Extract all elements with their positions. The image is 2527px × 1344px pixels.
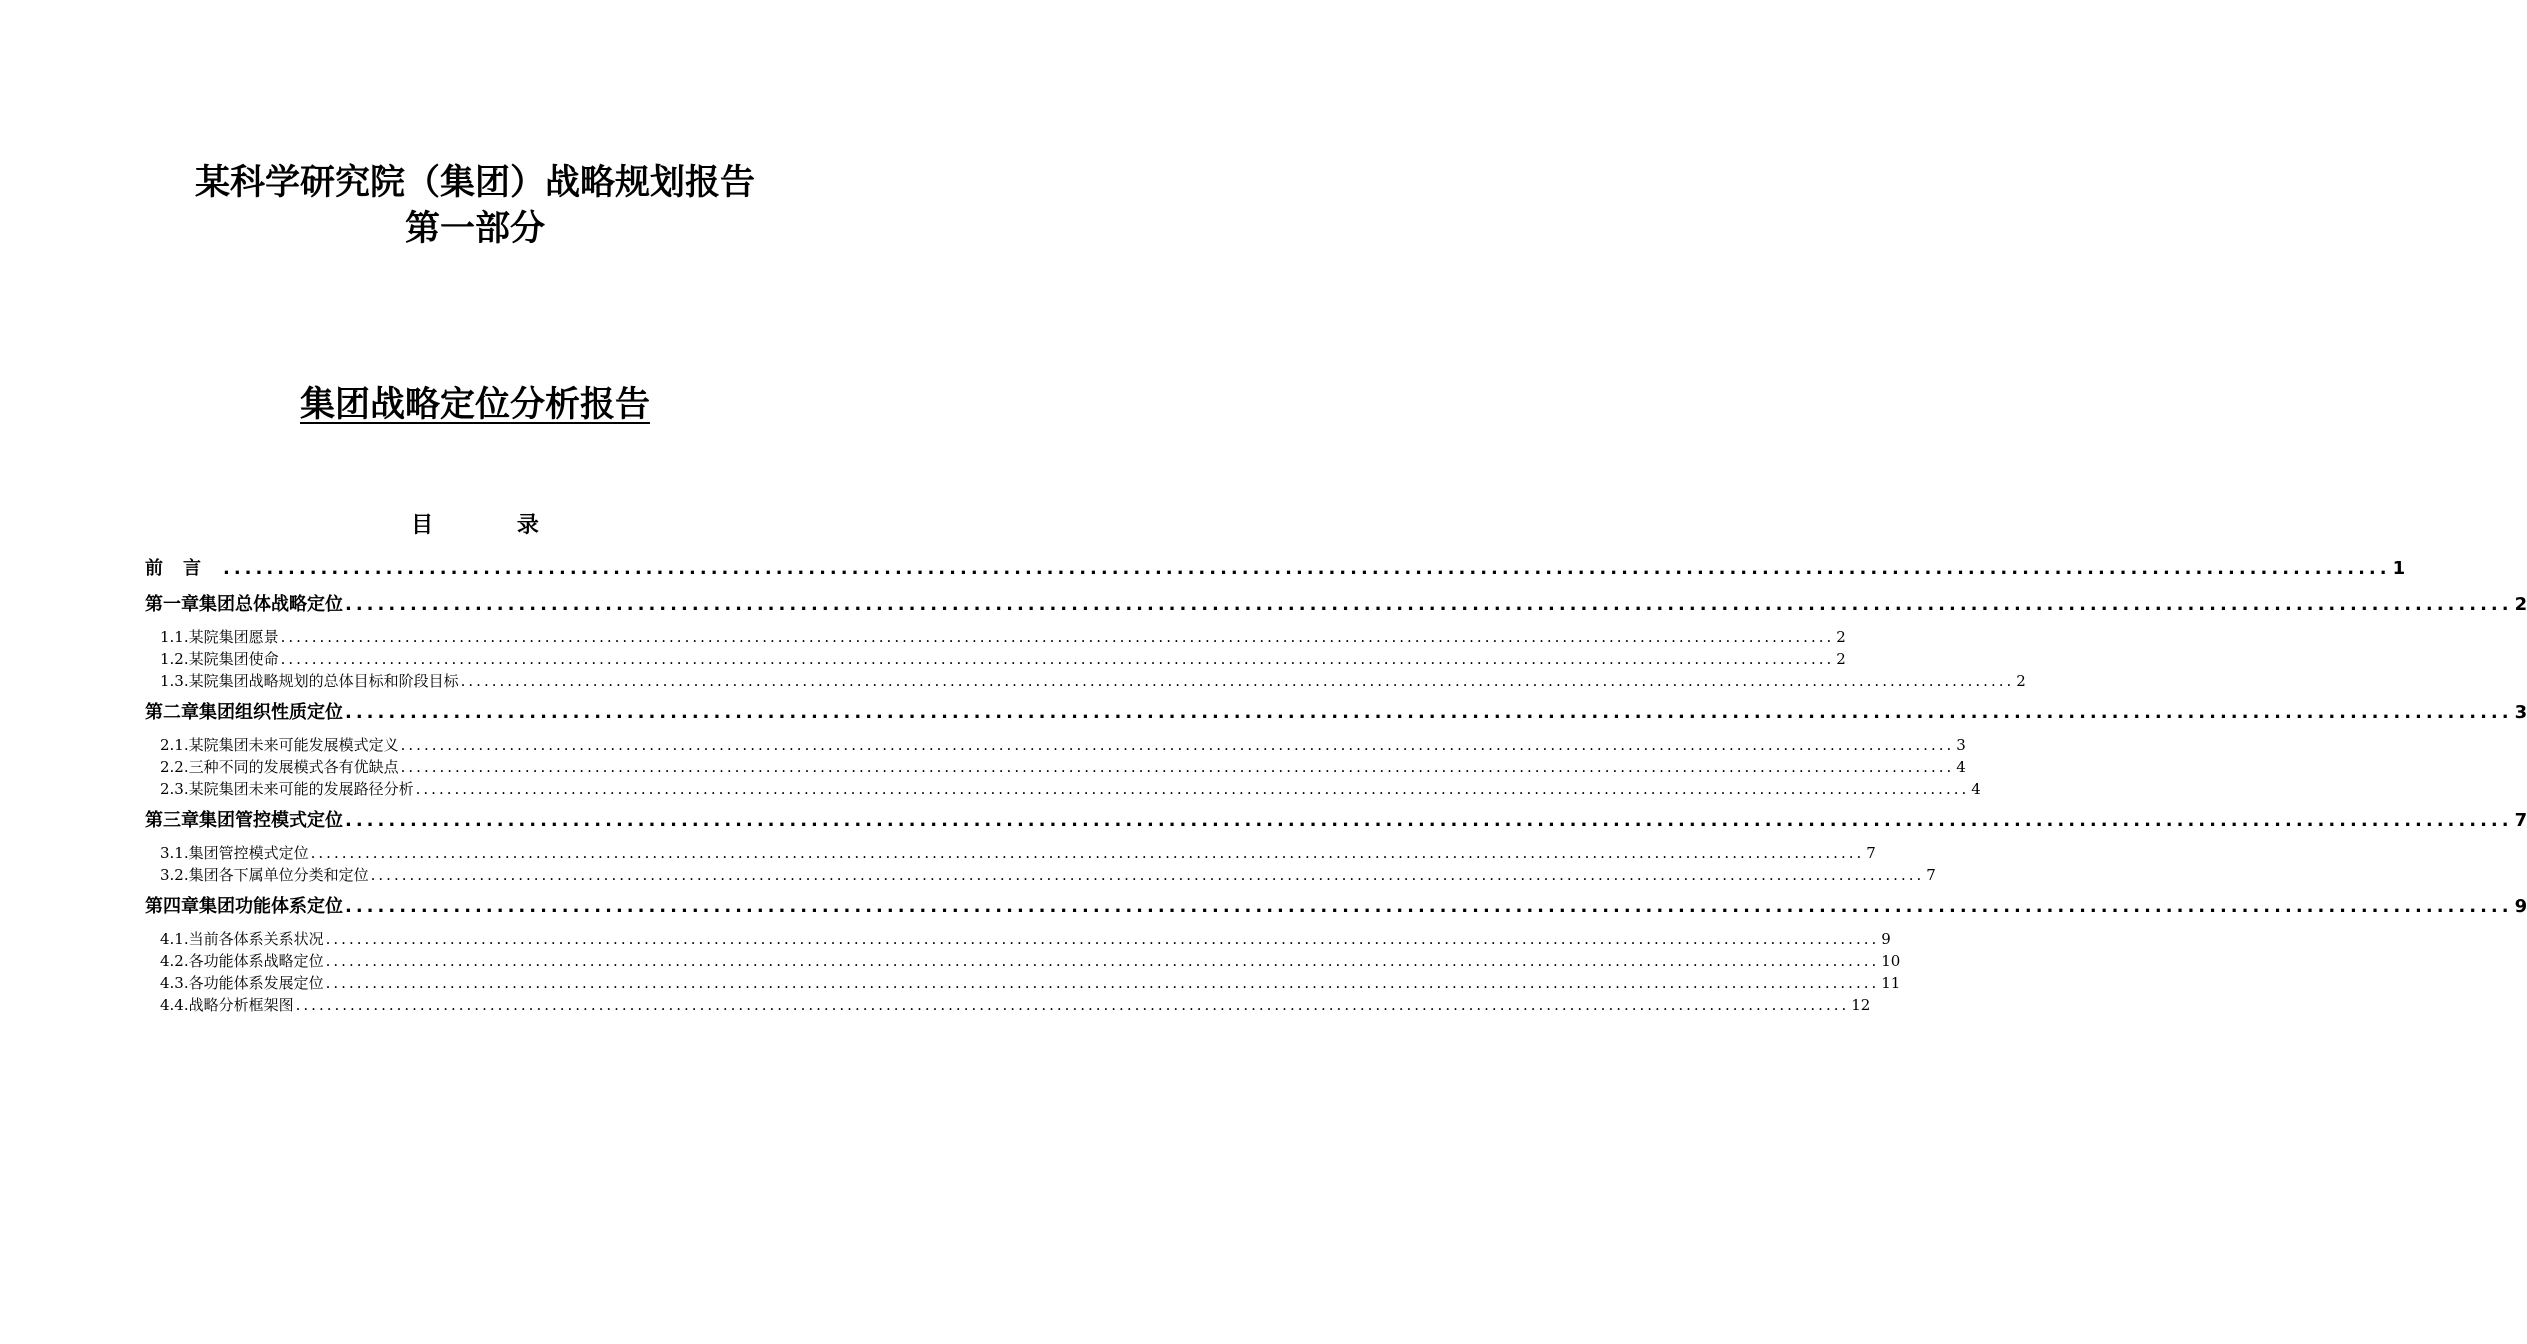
toc-entry-page: 11 (1881, 974, 1901, 992)
toc-entry-page: 3 (2514, 702, 2527, 723)
toc-entry-number: 4.2. (160, 952, 189, 970)
toc-leader-dots: ........................................................................................................................................................................................................ (223, 558, 2391, 579)
table-of-contents (145, 550, 2527, 1020)
toc-entry-page: 2 (1836, 650, 1846, 668)
toc-entry-page: 12 (1851, 996, 1871, 1014)
toc-entry-label: 某院集团愿景 (188, 628, 279, 646)
toc-entry-label: 集团组织性质定位 (199, 702, 343, 723)
toc-entry-page: 9 (2514, 896, 2527, 917)
toc-entry-page: 7 (2514, 810, 2527, 831)
toc-leader-dots: ........................................................................................................................................................................................................ (400, 736, 1955, 754)
toc-entry-number: 3.2. (160, 866, 189, 884)
document-subtitle (0, 380, 950, 430)
document-title-line1: 某科学研究院（集团）战略规划报告 (194, 163, 755, 203)
toc-entry-page: 2 (1836, 628, 1846, 646)
toc-entry-page: 4 (1956, 758, 1966, 776)
toc-leader-dots: ........................................................................................................................................................................................................ (310, 844, 1865, 862)
toc-entry-label: 各功能体系战略定位 (188, 952, 324, 970)
toc-entry-number: 4.1. (160, 930, 189, 948)
toc-entry-page: 9 (1881, 930, 1891, 948)
toc-entry-number: 2.2. (160, 758, 189, 776)
toc-leader-dots: ........................................................................................................................................................................................................ (345, 896, 2513, 917)
toc-entry-page: 3 (1956, 736, 1966, 754)
toc-entry-number: 第一章 (145, 594, 199, 615)
toc-entry-label: 各功能体系发展定位 (188, 974, 324, 992)
toc-entry-label: 某院集团战略规划的总体目标和阶段目标 (188, 672, 459, 690)
toc-section-group (145, 842, 1936, 886)
toc-entry-section[interactable] (145, 648, 1846, 670)
toc-entry-page: 2 (2514, 594, 2527, 615)
toc-leader-dots: ........................................................................................................................................................................................................ (415, 780, 1970, 798)
toc-entry-section[interactable] (145, 756, 1966, 778)
toc-entry-page: 2 (2016, 672, 2026, 690)
toc-entry-label: 三种不同的发展模式各有优缺点 (188, 758, 399, 776)
toc-entry-number: 第三章 (145, 810, 199, 831)
toc-leader-dots: ........................................................................................................................................................................................................ (325, 974, 1880, 992)
toc-entry-number: 1.2. (160, 650, 189, 668)
toc-entry-section[interactable] (145, 778, 1981, 800)
toc-entry-label: 集团总体战略定位 (199, 594, 343, 615)
toc-entry-section[interactable] (145, 864, 1936, 886)
toc-entry-section[interactable] (145, 928, 1891, 950)
toc-entry-section[interactable] (145, 670, 2026, 692)
toc-leader-dots: ........................................................................................................................................................................................................ (345, 702, 2513, 723)
toc-leader-dots: ........................................................................................................................................................................................................ (345, 594, 2513, 615)
toc-leader-dots: ........................................................................................................................................................................................................ (280, 628, 1835, 646)
toc-entry-label: 集团功能体系定位 (199, 896, 343, 917)
toc-entry-number: 3.1. (160, 844, 189, 862)
document-title (0, 160, 950, 252)
toc-entry-number: 4.3. (160, 974, 189, 992)
toc-entry-page: 7 (1926, 866, 1936, 884)
toc-heading: 目 录 (411, 513, 577, 538)
toc-entry-chapter[interactable] (145, 588, 2527, 622)
toc-section-group (145, 734, 1981, 800)
toc-entry-label: 集团管控模式定位 (199, 810, 343, 831)
toc-entry-page: 10 (1881, 952, 1901, 970)
toc-entry-number: 第二章 (145, 702, 199, 723)
toc-leader-dots: ........................................................................................................................................................................................................ (280, 650, 1835, 668)
toc-entry-preface[interactable] (145, 552, 2406, 586)
toc-entry-number: 第四章 (145, 896, 199, 917)
toc-entry-page: 7 (1866, 844, 1876, 862)
toc-leader-dots: ........................................................................................................................................................................................................ (295, 996, 1850, 1014)
toc-entry-chapter[interactable] (145, 804, 2527, 838)
toc-entry-section[interactable] (145, 734, 1966, 756)
toc-entry-label: 当前各体系关系状况 (188, 930, 324, 948)
toc-entry-number: 1.1. (160, 628, 189, 646)
toc-leader-dots: ........................................................................................................................................................................................................ (325, 952, 1880, 970)
toc-entry-section[interactable] (145, 950, 1901, 972)
toc-entry-label: 某院集团使命 (188, 650, 279, 668)
toc-section-group (145, 626, 2026, 692)
toc-entry-number: 前言 (145, 558, 221, 579)
toc-entry-label: 战略分析框架图 (188, 996, 294, 1014)
toc-entry-section[interactable] (145, 972, 1901, 994)
toc-leader-dots: ........................................................................................................................................................................................................ (345, 810, 2513, 831)
toc-entry-page: 4 (1971, 780, 1981, 798)
toc-entry-number: 2.1. (160, 736, 189, 754)
toc-entry-number: 4.4. (160, 996, 189, 1014)
toc-entry-label: 某院集团未来可能的发展路径分析 (188, 780, 414, 798)
toc-leader-dots: ........................................................................................................................................................................................................ (325, 930, 1880, 948)
document-title-line2: 第一部分 (404, 209, 545, 249)
toc-entry-chapter[interactable] (145, 696, 2527, 730)
toc-leader-dots: ........................................................................................................................................................................................................ (460, 672, 2015, 690)
toc-entry-label: 集团管控模式定位 (188, 844, 309, 862)
toc-entry-page: 1 (2392, 558, 2406, 579)
toc-entry-section[interactable] (145, 994, 1871, 1016)
toc-entry-section[interactable] (145, 626, 1846, 648)
toc-entry-section[interactable] (145, 842, 1876, 864)
toc-entry-number: 1.3. (160, 672, 189, 690)
toc-leader-dots: ........................................................................................................................................................................................................ (400, 758, 1955, 776)
document-subtitle-text: 集团战略定位分析报告 (299, 385, 650, 425)
toc-entry-label: 集团各下属单位分类和定位 (188, 866, 369, 884)
toc-entry-chapter[interactable] (145, 890, 2527, 924)
toc-entry-number: 2.3. (160, 780, 189, 798)
toc-section-group (145, 928, 1901, 1016)
toc-leader-dots: ........................................................................................................................................................................................................ (370, 866, 1925, 884)
toc-entry-label: 某院集团未来可能发展模式定义 (188, 736, 399, 754)
